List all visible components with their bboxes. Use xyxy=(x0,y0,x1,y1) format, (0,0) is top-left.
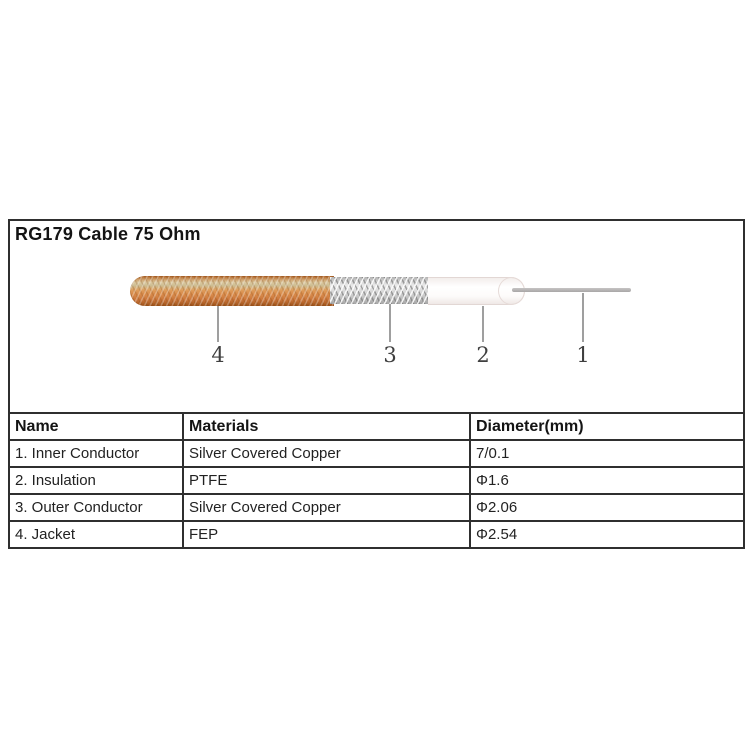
cell-material: PTFE xyxy=(183,467,470,494)
cell-name: 4. Jacket xyxy=(9,521,183,548)
table-row-outer-conductor xyxy=(9,494,744,521)
cell-diameter: 7/0.1 xyxy=(470,440,744,467)
table-row-inner-conductor xyxy=(9,440,744,467)
cable-insulation-layer xyxy=(428,277,525,305)
cell-material: FEP xyxy=(183,521,470,548)
table-row-jacket xyxy=(9,521,744,548)
callout-label-4: 4 xyxy=(211,343,225,367)
spec-sheet-frame xyxy=(8,219,745,546)
leader-line-insulation xyxy=(482,306,484,342)
cable-inner-conductor-wire xyxy=(512,288,631,292)
cable-cutaway-diagram xyxy=(10,221,743,412)
cell-diameter: Φ2.06 xyxy=(470,494,744,521)
cell-name: 1. Inner Conductor xyxy=(9,440,183,467)
cell-name: 2. Insulation xyxy=(9,467,183,494)
leader-line-outer-conductor xyxy=(389,304,391,342)
cell-diameter: Φ1.6 xyxy=(470,467,744,494)
callout-label-3: 3 xyxy=(383,343,397,367)
cell-name: 3. Outer Conductor xyxy=(9,494,183,521)
cable-outer-conductor-layer xyxy=(330,277,430,304)
callout-label-1: 1 xyxy=(576,343,590,367)
table-row-insulation xyxy=(9,467,744,494)
cable-jacket-layer xyxy=(130,276,334,306)
leader-line-inner-conductor xyxy=(582,293,584,342)
column-header-name: Name xyxy=(9,413,183,440)
column-header-diameter: Diameter(mm) xyxy=(470,413,744,440)
cell-material: Silver Covered Copper xyxy=(183,494,470,521)
cell-diameter: Φ2.54 xyxy=(470,521,744,548)
spec-table xyxy=(8,412,745,549)
callout-label-2: 2 xyxy=(476,343,490,367)
table-header-row xyxy=(9,413,744,440)
page-title: RG179 Cable 75 Ohm xyxy=(15,224,201,244)
leader-line-jacket xyxy=(217,306,219,342)
column-header-materials: Materials xyxy=(183,413,470,440)
cell-material: Silver Covered Copper xyxy=(183,440,470,467)
